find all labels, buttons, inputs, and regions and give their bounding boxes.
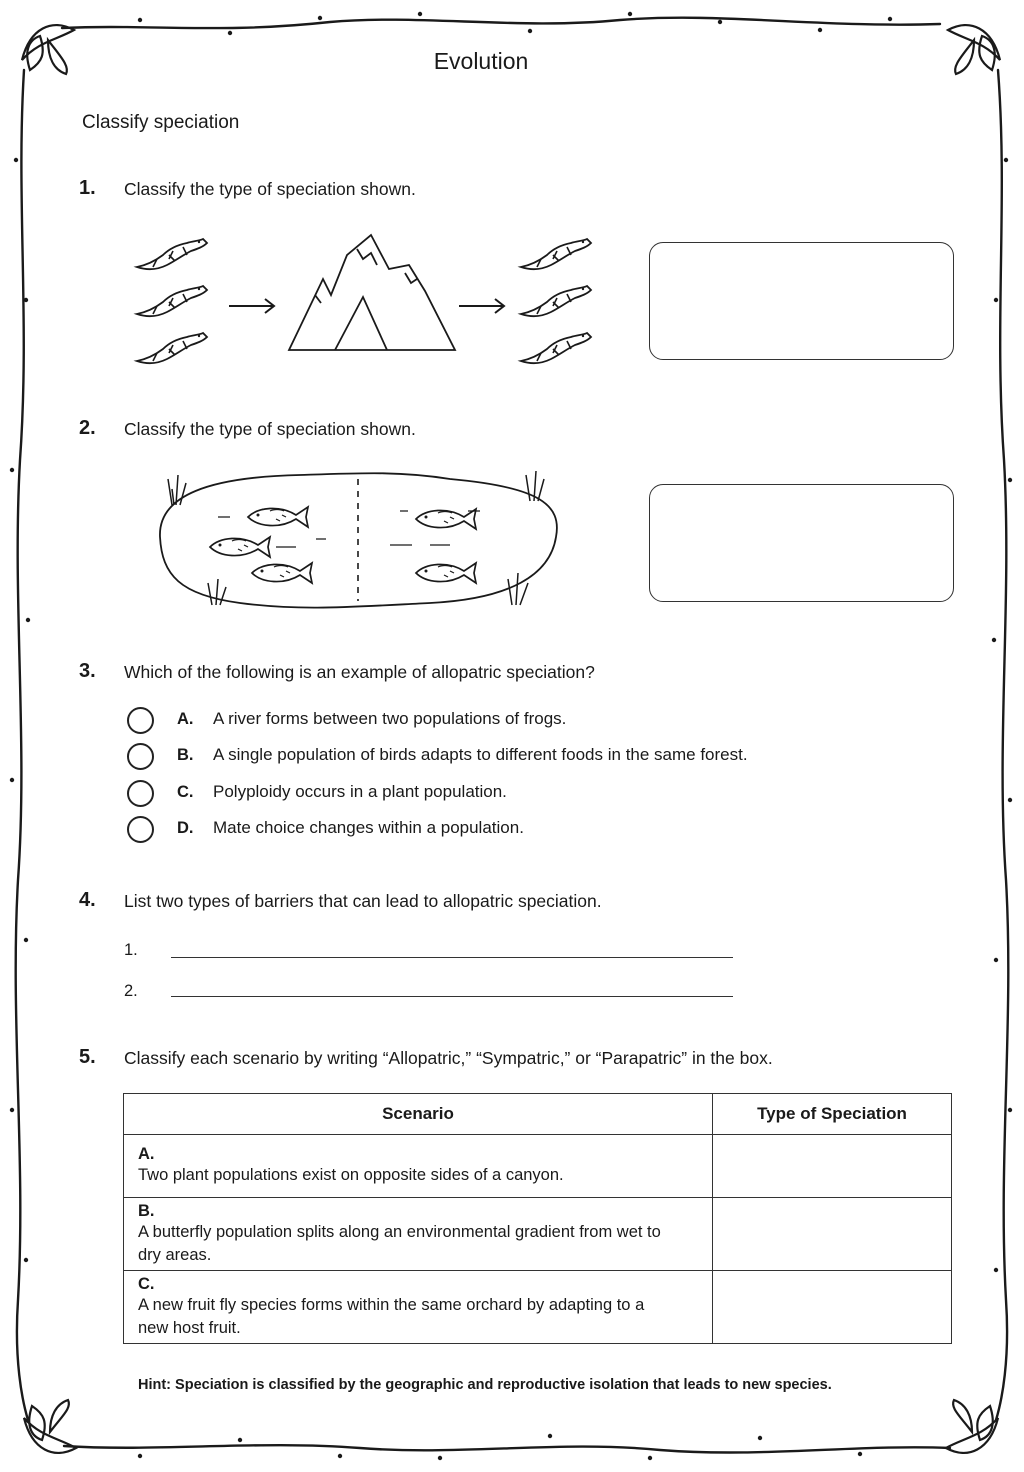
arrow-right-icon (229, 299, 274, 313)
scenario-letter: A. (138, 1145, 155, 1163)
question-text: Classify each scenario by writing “Allopatric,” “Sympatric,” or “Parapatric” in the box. (124, 1048, 773, 1068)
scenario-text: A butterfly population splits along an environmental gradient from wet to dry areas. (138, 1222, 661, 1264)
question-text: List two types of barriers that can lead to allopatric speciation. (124, 891, 602, 911)
table-row (124, 1135, 952, 1198)
q2-illustration (150, 465, 570, 615)
grass-icon (526, 471, 544, 501)
scenario-cell (124, 1271, 713, 1344)
answer-line-2[interactable] (171, 996, 733, 997)
option-radio-d[interactable] (127, 816, 154, 843)
option-text: A river forms between two populations of frogs. (213, 709, 567, 728)
q1-illustration (125, 225, 600, 375)
question-number: 4. (79, 889, 96, 911)
scenario-table (123, 1093, 952, 1344)
answer-line-number: 2. (124, 982, 138, 1000)
water-ripples (218, 511, 480, 547)
lizard-icon (521, 333, 591, 363)
option-text: A single population of birds adapts to different foods in the same forest. (213, 745, 748, 764)
scenario-header: Scenario (124, 1094, 713, 1135)
option-letter: B. (177, 746, 194, 764)
question-number: 3. (79, 660, 96, 682)
answer-box-q1[interactable] (649, 242, 954, 360)
type-answer-cell[interactable] (713, 1198, 952, 1271)
type-header: Type of Speciation (713, 1094, 952, 1135)
scenario-letter: B. (138, 1201, 155, 1220)
option-letter: C. (177, 783, 194, 801)
section-title: Classify speciation (82, 112, 240, 133)
option-radio-a[interactable] (127, 707, 154, 734)
question-text: Classify the type of speciation shown. (124, 419, 416, 439)
option-radio-c[interactable] (127, 780, 154, 807)
answer-box-q2[interactable] (649, 484, 954, 602)
scenario-cell (124, 1135, 713, 1198)
answer-line-1[interactable] (171, 957, 733, 958)
question-text: Which of the following is an example of allopatric speciation? (124, 662, 595, 682)
question-number: 1. (79, 177, 96, 199)
lizard-icon (137, 333, 207, 363)
fish-icon (248, 507, 308, 527)
table-row (124, 1198, 952, 1271)
fish-icon (416, 563, 476, 583)
lizard-icon (137, 286, 207, 316)
grass-icon (508, 573, 528, 605)
question-text: Classify the type of speciation shown. (124, 179, 416, 199)
option-text: Polyploidy occurs in a plant population. (213, 782, 507, 801)
question-number: 2. (79, 417, 96, 439)
option-radio-b[interactable] (127, 743, 154, 770)
fish-icon (252, 563, 312, 583)
lizard-icon (521, 286, 591, 316)
scenario-text: Two plant populations exist on opposite sides of a canyon. (138, 1166, 564, 1184)
table-row (124, 1271, 952, 1344)
option-letter: A. (177, 710, 194, 728)
grass-icon (168, 475, 186, 505)
option-letter: D. (177, 819, 194, 837)
fish-icon (210, 537, 270, 557)
scenario-letter: C. (138, 1274, 155, 1293)
lizard-icon (521, 239, 591, 269)
page-title: Evolution (433, 48, 529, 74)
mountain-icon (289, 235, 455, 350)
arrow-right-icon (459, 299, 504, 313)
fish-icon (416, 509, 476, 529)
type-answer-cell[interactable] (713, 1271, 952, 1344)
lizard-icon (137, 239, 207, 269)
option-text: Mate choice changes within a population. (213, 818, 524, 837)
type-answer-cell[interactable] (713, 1135, 952, 1198)
question-number: 5. (79, 1046, 96, 1068)
scenario-cell (124, 1198, 713, 1271)
scenario-text: A new fruit fly species forms within the same orchard by adapting to a new host fruit. (138, 1295, 645, 1337)
answer-line-number: 1. (124, 941, 138, 959)
hint-text: Hint: Speciation is classified by the geographic and reproductive isolation that leads to new species. (138, 1377, 832, 1393)
